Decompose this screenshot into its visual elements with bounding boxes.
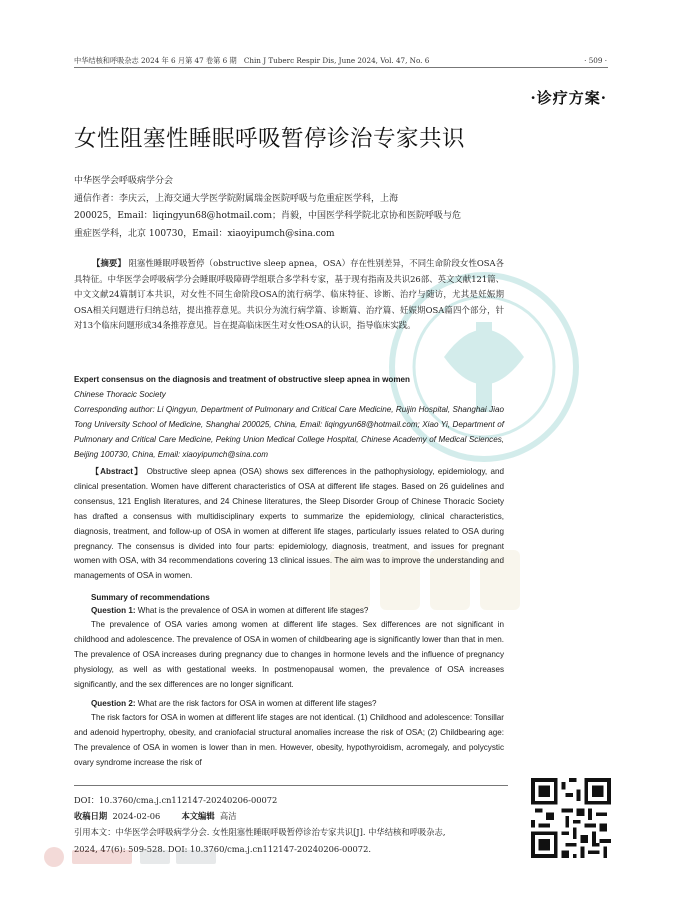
header-rule [74, 67, 608, 68]
received-line [74, 809, 514, 825]
received-date: 2024-02-06 [112, 811, 161, 821]
cn-corresponding-line-2: 200025，Email：liqingyun68@hotmail.com；肖毅，中国医学科学院北京协和医院呼吸与危 [74, 211, 462, 221]
doi: DOI：10.3760/cma.j.cn112147-20240206-00072 [74, 795, 278, 805]
cn-abstract-label: 【摘要】 [92, 258, 126, 268]
en-title: Expert consensus on the diagnosis and treatment of obstructive sleep apnea in women [74, 375, 410, 384]
summary-heading: Summary of recommendations [91, 593, 210, 602]
en-abstract-label: 【Abstract】 [91, 467, 144, 476]
received-label: 收稿日期 [74, 811, 108, 821]
column-label: ·诊疗方案· [530, 89, 607, 107]
article-title: 女性阻塞性睡眠呼吸暂停诊治专家共识 [74, 126, 466, 152]
page-number: · 509 · [584, 56, 607, 65]
question-2-label: Question 2: [91, 699, 136, 708]
cn-organization: 中华医学会呼吸病学分会 [74, 176, 174, 186]
cn-corresponding-line-3: 重症医学科，北京 100730，Email：xiaoyipumch@sina.com [74, 229, 335, 239]
cn-abstract-text: 阻塞性睡眠呼吸暂停（obstructive sleep apnea，OSA）存在性别差异，不同生命阶段女性OSA各具特征。中华医学会呼吸病学分会睡眠呼吸障碍学组联合多学科专家，基于现有指南及共识26部、英文文献121篇、中文文献24篇制订本共识，对女性不同生命阶段OSA的流行病学、临床特征、诊断、治疗与随访，尤其是妊娠期OSA相关问题进行归纳总结，提出推荐意见。共识分为流行病学篇、诊断篇、治疗篇、妊娠期OSA篇四个部分，针对13个临床问题形成34条推荐意见。旨在提高临床医生对女性OSA的认识，指导临床实践。 [74, 258, 504, 331]
question-2 [74, 697, 504, 712]
question-1 [74, 604, 504, 619]
question-2-text: What are the risk factors for OSA in women at different life stages? [137, 699, 377, 708]
en-abstract [74, 465, 504, 584]
citation-line-2: 2024, 47(6): 509-528. DOI: 10.3760/cma.j.cn112147-20240206-00072. [74, 844, 371, 854]
answer-2: The risk factors for OSA in women at different life stages are not identical. (1) Childhood and adolescence: Tonsillar and adenoid hypertrophy, obesity, and craniofacial structural anomalies increase the risk of OSA; (2) Childbearing age: The prevalence of OSA in women is lower than in men. However, obesity, hypothyroidism, acromegaly, and polycystic ovary syndrome increase the risk of [74, 713, 504, 767]
answer-1: The prevalence of OSA varies among women at different life stages. Sex differences are not significant in childhood and adolescence. The prevalence of OSA in women of childbearing age is significantly lower than that in men. The prevalence of OSA increases during pregnancy due to changes in hormone levels and the influence of pregnancy physiology, as well as with gestational weeks. In postmenopausal women, the prevalence of OSA increases significantly, and the sex differences are no longer significant. [74, 620, 504, 689]
editor-name: 高洁 [219, 811, 237, 821]
running-header: 中华结核和呼吸杂志 2024 年 6 月第 47 卷第 6 期 Chin J Tuberc Respir Dis, June 2024, Vol. 47, No. 6 [74, 56, 430, 65]
editor-label: 本文编辑 [181, 811, 215, 821]
en-organization: Chinese Thoracic Society [74, 390, 166, 399]
footer-rule [74, 785, 508, 786]
question-1-label: Question 1: [91, 606, 136, 615]
publisher-logo [40, 842, 220, 872]
question-1-text: What is the prevalence of OSA in women at different life stages? [137, 606, 369, 615]
en-corresponding: Corresponding author: Li Qingyun, Department of Pulmonary and Critical Care Medicine, Ruijin Hospital, Shanghai Jiao Tong University School of Medicine, Shanghai 200025, China, Email: liqingyun68@hotmail.com; Xiao Yi, Department of Pulmonary and Critical Care Medicine, Peking Union Medical College Hospital, Chinese Academy of Medical Sciences, Beijing 100730, China, Email: xiaoyipumch@sina.com [74, 405, 504, 459]
cn-corresponding-line-1: 通信作者：李庆云，上海交通大学医学院附属瑞金医院呼吸与危重症医学科，上海 [74, 194, 399, 204]
citation-line-1: 引用本文：中华医学会呼吸病学分会. 女性阻塞性睡眠呼吸暂停诊治专家共识[J]. 中华结核和呼吸杂志, [74, 827, 446, 837]
qr-code-icon [531, 778, 611, 858]
cn-abstract [74, 256, 504, 334]
en-abstract-text: Obstructive sleep apnea (OSA) shows sex differences in the pathophysiology, epidemiology, and clinical presentation. Women have different characteristics of OSA at different life stages. Based on 26 guidelines and consensus, 121 English literatures, and 24 Chinese literatures, the Sleep Disorder Group of Chinese Thoracic Society has drafted a consensus with multidisciplinary experts to summarize the epidemiology, clinical characteristics, diagnosis, treatment, and follow-up of OSA in women at different life stages, particularly issues related to OSA during pregnancy. The consensus is divided into four parts: epidemiology, diagnosis, treatment, and issues for pregnant women with OSA, with 34 recommendations covering 13 clinical issues. The aim was to improve the understanding and managements of OSA in women. [74, 467, 504, 581]
